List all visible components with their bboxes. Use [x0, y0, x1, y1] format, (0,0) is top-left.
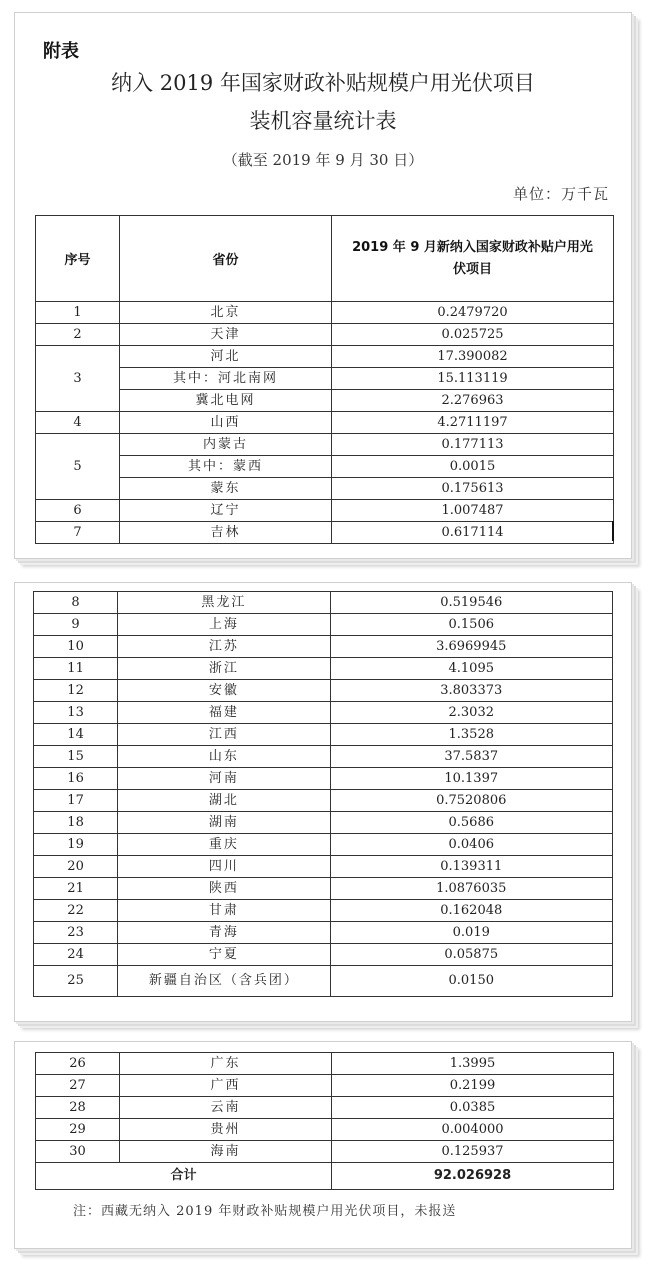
table-row [34, 636, 613, 658]
table-row [34, 702, 613, 724]
table-row [34, 944, 613, 966]
table-row [36, 302, 614, 324]
seq-cell: 20 [34, 856, 118, 878]
value-cell: 0.004000 [332, 1119, 614, 1141]
value-cell: 0.0015 [332, 456, 614, 478]
document-subtitle: 装机容量统计表 [249, 109, 397, 133]
table-row [34, 966, 613, 997]
capacity-table-part-2 [33, 591, 613, 997]
document-page-2 [14, 582, 632, 1022]
province-cell: 上海 [118, 614, 330, 636]
province-cell: 山西 [120, 412, 332, 434]
value-cell: 2.3032 [330, 702, 613, 724]
seq-cell: 5 [36, 434, 120, 500]
province-cell: 黑龙江 [118, 592, 330, 614]
seq-cell: 12 [34, 680, 118, 702]
value-cell: 10.1397 [330, 768, 613, 790]
province-cell: 四川 [118, 856, 330, 878]
value-cell: 0.2479720 [332, 302, 614, 324]
value-cell: 0.019 [330, 922, 613, 944]
total-label: 合计 [36, 1163, 332, 1190]
province-cell: 北京 [120, 302, 332, 324]
seq-cell: 18 [34, 812, 118, 834]
table-row [34, 900, 613, 922]
value-cell: 1.3995 [332, 1053, 614, 1075]
document-page-3 [14, 1041, 632, 1249]
table-row [36, 1097, 614, 1119]
seq-cell: 24 [34, 944, 118, 966]
header-seq: 序号 [36, 216, 120, 302]
province-cell: 甘肃 [118, 900, 330, 922]
seq-cell: 21 [34, 878, 118, 900]
table-row [34, 658, 613, 680]
value-cell: 3.6969945 [330, 636, 613, 658]
footnote: 注：西藏无纳入 2019 年财政补贴规模户用光伏项目，未报送 [73, 1204, 457, 1219]
seq-cell: 23 [34, 922, 118, 944]
seq-cell: 3 [36, 346, 120, 412]
seq-cell: 10 [34, 636, 118, 658]
province-cell: 海南 [120, 1141, 332, 1163]
province-cell: 江苏 [118, 636, 330, 658]
value-cell: 0.175613 [332, 478, 614, 500]
province-cell: 山东 [118, 746, 330, 768]
document-title: 纳入 2019 年国家财政补贴规模户用光伏项目 [111, 71, 535, 95]
province-cell: 湖北 [118, 790, 330, 812]
province-cell: 陕西 [118, 878, 330, 900]
province-cell: 其中：蒙西 [120, 456, 332, 478]
value-cell: 3.803373 [330, 680, 613, 702]
table-row [36, 324, 614, 346]
table-row [36, 522, 614, 544]
table-row [34, 746, 613, 768]
seq-cell: 2 [36, 324, 120, 346]
table-row [34, 614, 613, 636]
province-cell: 吉林 [120, 522, 332, 544]
table-row [34, 922, 613, 944]
value-cell: 0.139311 [330, 856, 613, 878]
seq-cell: 26 [36, 1053, 120, 1075]
seq-cell: 19 [34, 834, 118, 856]
date-note: （截至 2019 年 9 月 30 日） [222, 151, 424, 169]
province-cell: 广西 [120, 1075, 332, 1097]
value-cell: 0.05875 [330, 944, 613, 966]
table-row [36, 1119, 614, 1141]
table-row [36, 456, 614, 478]
table-row [34, 768, 613, 790]
value-cell: 0.2199 [332, 1075, 614, 1097]
seq-cell: 29 [36, 1119, 120, 1141]
seq-cell: 25 [34, 966, 118, 997]
seq-cell: 13 [34, 702, 118, 724]
seq-cell: 8 [34, 592, 118, 614]
province-cell: 浙江 [118, 658, 330, 680]
table-row [34, 592, 613, 614]
province-cell: 江西 [118, 724, 330, 746]
table-row [36, 368, 614, 390]
province-cell: 宁夏 [118, 944, 330, 966]
total-value: 92.026928 [332, 1163, 614, 1190]
value-cell: 0.177113 [332, 434, 614, 456]
table-row [36, 390, 614, 412]
value-cell: 0.125937 [332, 1141, 614, 1163]
value-cell: 0.162048 [330, 900, 613, 922]
value-cell: 4.2711197 [332, 412, 614, 434]
text-cursor [612, 521, 614, 541]
table-row [36, 1053, 614, 1075]
seq-cell: 14 [34, 724, 118, 746]
seq-cell: 28 [36, 1097, 120, 1119]
seq-cell: 9 [34, 614, 118, 636]
table-row [34, 856, 613, 878]
capacity-table-part-1 [35, 215, 614, 544]
seq-cell: 11 [34, 658, 118, 680]
province-cell: 安徽 [118, 680, 330, 702]
table-row [36, 412, 614, 434]
province-cell: 其中：河北南网 [120, 368, 332, 390]
table-row [34, 724, 613, 746]
table-header-row [36, 216, 614, 302]
table-row [36, 478, 614, 500]
province-cell: 贵州 [120, 1119, 332, 1141]
province-cell: 青海 [118, 922, 330, 944]
province-cell: 辽宁 [120, 500, 332, 522]
province-cell: 内蒙古 [120, 434, 332, 456]
province-cell: 重庆 [118, 834, 330, 856]
table-row [36, 1075, 614, 1097]
value-cell: 15.113119 [332, 368, 614, 390]
province-cell: 河北 [120, 346, 332, 368]
value-cell: 4.1095 [330, 658, 613, 680]
header-province: 省份 [120, 216, 332, 302]
table-row [34, 878, 613, 900]
value-cell: 0.5686 [330, 812, 613, 834]
seq-cell: 1 [36, 302, 120, 324]
total-row [36, 1163, 614, 1190]
province-cell: 新疆自治区（含兵团） [118, 966, 330, 997]
value-cell: 37.5837 [330, 746, 613, 768]
province-cell: 天津 [120, 324, 332, 346]
seq-cell: 6 [36, 500, 120, 522]
value-cell: 1.3528 [330, 724, 613, 746]
table-row [36, 500, 614, 522]
seq-cell: 15 [34, 746, 118, 768]
seq-cell: 27 [36, 1075, 120, 1097]
seq-cell: 4 [36, 412, 120, 434]
value-cell: 2.276963 [332, 390, 614, 412]
province-cell: 冀北电网 [120, 390, 332, 412]
document-page-1 [14, 12, 632, 559]
value-cell: 17.390082 [332, 346, 614, 368]
table-row [34, 790, 613, 812]
province-cell: 云南 [120, 1097, 332, 1119]
table-row [36, 1141, 614, 1163]
value-cell: 0.7520806 [330, 790, 613, 812]
value-cell: 0.1506 [330, 614, 613, 636]
unit-label: 单位：万千瓦 [512, 185, 609, 203]
value-cell: 0.0406 [330, 834, 613, 856]
value-cell: 1.0876035 [330, 878, 613, 900]
province-cell: 湖南 [118, 812, 330, 834]
header-value: 2019 年 9 月新纳入国家财政补贴户用光伏项目 [332, 216, 614, 302]
seq-cell: 7 [36, 522, 120, 544]
table-row [36, 434, 614, 456]
value-cell: 0.0385 [332, 1097, 614, 1119]
table-row [34, 680, 613, 702]
table-row [34, 812, 613, 834]
province-cell: 广东 [120, 1053, 332, 1075]
seq-cell: 16 [34, 768, 118, 790]
value-cell: 0.519546 [330, 592, 613, 614]
value-cell: 0.617114 [332, 522, 614, 544]
province-cell: 河南 [118, 768, 330, 790]
capacity-table-part-3 [35, 1052, 614, 1190]
table-row [36, 346, 614, 368]
annex-label: 附表 [43, 41, 79, 62]
value-cell: 0.025725 [332, 324, 614, 346]
seq-cell: 30 [36, 1141, 120, 1163]
value-cell: 1.007487 [332, 500, 614, 522]
province-cell: 福建 [118, 702, 330, 724]
province-cell: 蒙东 [120, 478, 332, 500]
value-cell: 0.0150 [330, 966, 613, 997]
seq-cell: 22 [34, 900, 118, 922]
table-row [34, 834, 613, 856]
seq-cell: 17 [34, 790, 118, 812]
